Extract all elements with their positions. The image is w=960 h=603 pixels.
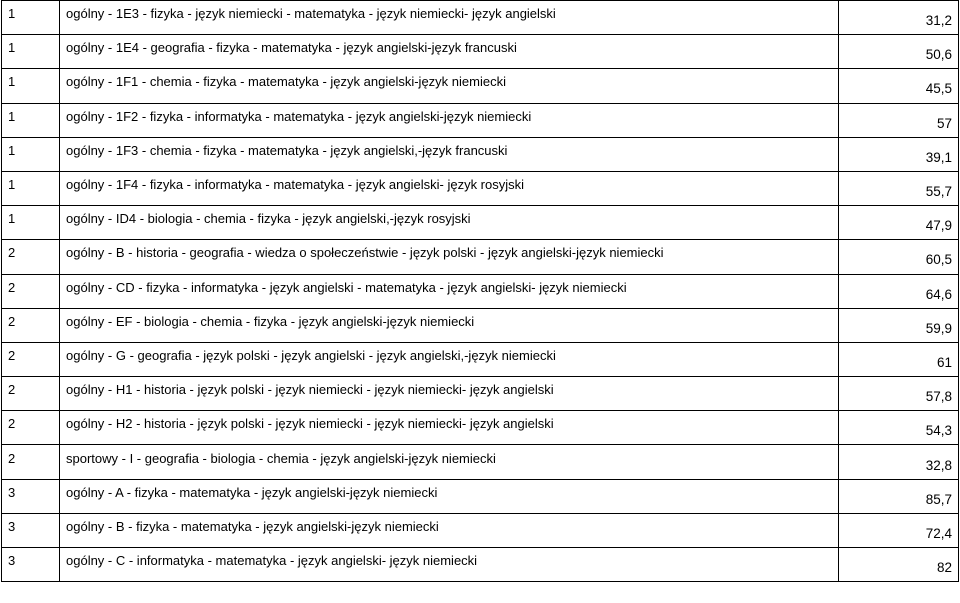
level-cell (2, 206, 60, 240)
points-cell (839, 411, 959, 445)
level-cell (2, 342, 60, 376)
points-value: 57 (936, 115, 952, 131)
profile-cell (60, 377, 839, 411)
table-row (2, 548, 959, 582)
table-row (2, 274, 959, 308)
points-value: 55,7 (925, 184, 952, 200)
profile-value: ogólny - B - fizyka - matematyka - język angielski-język niemiecki (66, 518, 439, 534)
profile-cell (60, 342, 839, 376)
profile-cell (60, 171, 839, 205)
table-row (2, 342, 959, 376)
points-value: 82 (936, 560, 952, 576)
table-row (2, 1, 959, 35)
level-cell (2, 35, 60, 69)
profile-cell (60, 206, 839, 240)
points-value: 47,9 (925, 218, 952, 234)
profile-value: ogólny - C - informatyka - matematyka - język angielski- język niemiecki (66, 553, 478, 569)
table-row (2, 137, 959, 171)
level-value: 2 (8, 245, 16, 261)
profile-value: sportowy - I - geografia - biologia - chemia - język angielski-język niemiecki (66, 450, 496, 466)
profile-value: ogólny - 1E3 - fizyka - język niemiecki - matematyka - język niemiecki- język angielski (66, 6, 556, 22)
profile-value: ogólny - EF - biologia - chemia - fizyka - język angielski-język niemiecki (66, 313, 475, 329)
profile-value: ogólny - B - historia - geografia - wiedza o społeczeństwie - język polski - język angielski-język niemiecki (66, 245, 664, 261)
table-row (2, 377, 959, 411)
points-cell (839, 479, 959, 513)
points-cell (839, 274, 959, 308)
profile-cell (60, 35, 839, 69)
level-value: 1 (8, 74, 16, 90)
points-value: 50,6 (925, 47, 952, 63)
level-value: 3 (8, 484, 16, 500)
level-value: 2 (8, 279, 16, 295)
profile-cell (60, 103, 839, 137)
points-cell (839, 35, 959, 69)
profile-cell (60, 445, 839, 479)
profile-cell (60, 137, 839, 171)
level-cell (2, 240, 60, 274)
table-row (2, 206, 959, 240)
points-value: 61 (936, 354, 952, 370)
points-value: 54,3 (925, 423, 952, 439)
level-cell (2, 479, 60, 513)
level-value: 1 (8, 142, 16, 158)
level-cell (2, 548, 60, 582)
points-cell (839, 103, 959, 137)
points-cell (839, 69, 959, 103)
points-cell (839, 308, 959, 342)
level-cell (2, 513, 60, 547)
profile-cell (60, 240, 839, 274)
level-cell (2, 377, 60, 411)
points-cell (839, 240, 959, 274)
level-cell (2, 411, 60, 445)
points-cell (839, 137, 959, 171)
level-cell (2, 308, 60, 342)
profile-value: ogólny - 1E4 - geografia - fizyka - matematyka - język angielski-język francuski (66, 40, 517, 56)
level-value: 3 (8, 518, 16, 534)
points-cell (839, 513, 959, 547)
profile-value: ogólny - 1F1 - chemia - fizyka - matematyka - język angielski-język niemiecki (66, 74, 506, 90)
level-value: 1 (8, 177, 16, 193)
profile-value: ogólny - 1F2 - fizyka - informatyka - matematyka - język angielski-język niemiecki (66, 108, 532, 124)
table-row (2, 35, 959, 69)
level-value: 3 (8, 553, 16, 569)
level-value: 2 (8, 450, 16, 466)
level-cell (2, 274, 60, 308)
level-value: 1 (8, 108, 16, 124)
points-cell (839, 206, 959, 240)
table-row (2, 445, 959, 479)
level-value: 1 (8, 211, 16, 227)
profile-cell (60, 411, 839, 445)
profile-cell (60, 1, 839, 35)
points-cell (839, 377, 959, 411)
profile-cell (60, 308, 839, 342)
level-value: 1 (8, 40, 16, 56)
points-cell (839, 1, 959, 35)
level-value: 1 (8, 6, 16, 22)
level-cell (2, 1, 60, 35)
table-row (2, 308, 959, 342)
profile-value: ogólny - ID4 - biologia - chemia - fizyka - język angielski,-język rosyjski (66, 211, 471, 227)
table-row (2, 411, 959, 445)
profile-cell (60, 479, 839, 513)
points-cell (839, 445, 959, 479)
points-value: 64,6 (925, 286, 952, 302)
points-value: 59,9 (925, 320, 952, 336)
profile-value: ogólny - 1F3 - chemia - fizyka - matematyka - język angielski,-język francuski (66, 142, 508, 158)
table-row (2, 103, 959, 137)
points-cell (839, 342, 959, 376)
points-cell (839, 548, 959, 582)
level-cell (2, 137, 60, 171)
points-value: 72,4 (925, 525, 952, 541)
table-row (2, 69, 959, 103)
profile-value: ogólny - 1F4 - fizyka - informatyka - matematyka - język angielski- język rosyjski (66, 177, 525, 193)
profile-value: ogólny - A - fizyka - matematyka - język angielski-język niemiecki (66, 484, 438, 500)
level-value: 2 (8, 313, 16, 329)
level-value: 2 (8, 347, 16, 363)
results-table-body (2, 1, 959, 582)
profile-cell (60, 274, 839, 308)
results-table (1, 0, 959, 582)
points-value: 60,5 (925, 252, 952, 268)
table-row (2, 240, 959, 274)
profile-value: ogólny - CD - fizyka - informatyka - język angielski - matematyka - język angielski- język niemiecki (66, 279, 627, 295)
profile-value: ogólny - H2 - historia - język polski - język niemiecki - język niemiecki- język angielski (66, 416, 554, 432)
points-value: 31,2 (925, 13, 952, 29)
points-value: 39,1 (925, 149, 952, 165)
profile-cell (60, 513, 839, 547)
profile-cell (60, 69, 839, 103)
table-row (2, 171, 959, 205)
table-row (2, 513, 959, 547)
points-cell (839, 171, 959, 205)
level-cell (2, 171, 60, 205)
points-value: 57,8 (925, 389, 952, 405)
profile-cell (60, 548, 839, 582)
table-row (2, 479, 959, 513)
points-value: 32,8 (925, 457, 952, 473)
profile-value: ogólny - H1 - historia - język polski - język niemiecki - język niemiecki- język angielski (66, 382, 554, 398)
level-cell (2, 445, 60, 479)
level-cell (2, 103, 60, 137)
level-value: 2 (8, 382, 16, 398)
level-cell (2, 69, 60, 103)
points-value: 45,5 (925, 81, 952, 97)
points-value: 85,7 (925, 491, 952, 507)
profile-value: ogólny - G - geografia - język polski - język angielski - język angielski,-język niemiecki (66, 347, 556, 363)
level-value: 2 (8, 416, 16, 432)
